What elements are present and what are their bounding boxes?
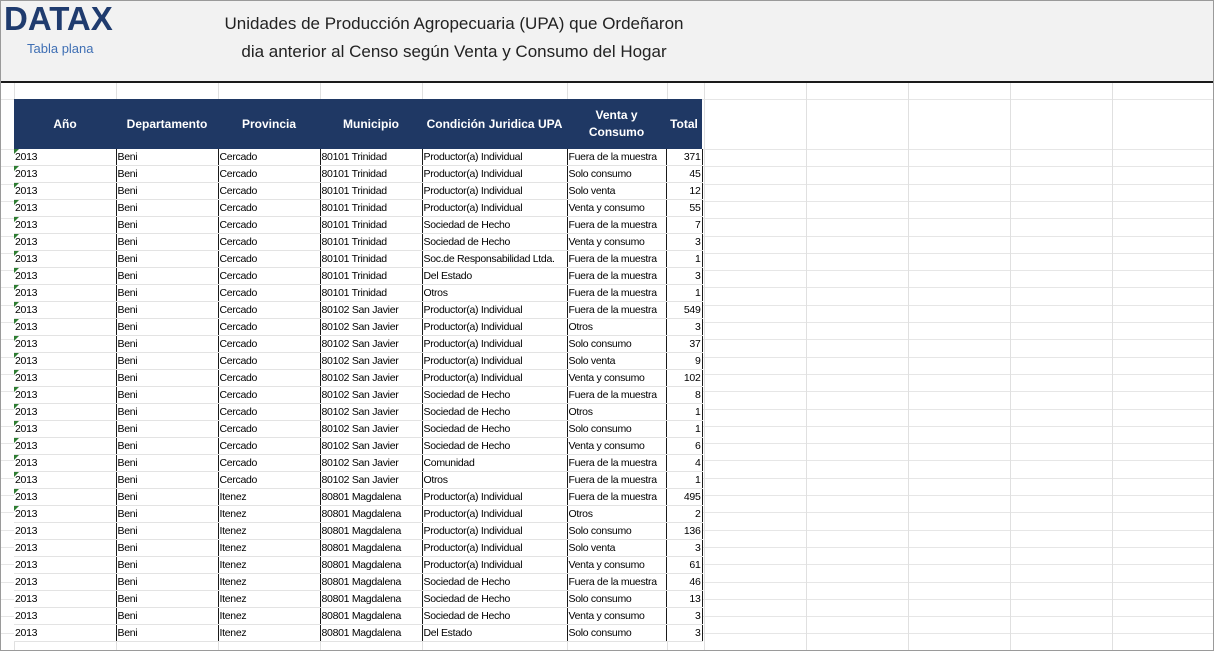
column-header-year[interactable]: Año [14,99,116,149]
table-row [14,472,702,489]
cell-sale-consumption[interactable]: Venta y consumo [567,438,666,455]
grid-column-line [1010,83,1011,650]
table-row [14,285,702,302]
cell-sale-consumption[interactable]: Fuera de la muestra [567,489,666,506]
cell-total[interactable]: 3 [666,608,702,625]
cell-legal-condition[interactable]: Sociedad de Hecho [422,591,567,608]
table-row [14,336,702,353]
report-header [1,1,1213,83]
cell-department[interactable]: Beni [116,387,218,404]
cell-legal-condition[interactable]: Del Estado [422,268,567,285]
cell-municipality[interactable]: 80102 San Javier [320,421,422,438]
cell-province[interactable]: Itenez [218,523,320,540]
cell-year[interactable]: 2013 [14,183,116,200]
cell-sale-consumption[interactable]: Fuera de la muestra [567,387,666,404]
cell-total[interactable]: 12 [666,183,702,200]
cell-year[interactable]: 2013 [14,302,116,319]
cell-province[interactable]: Cercado [218,166,320,183]
cell-municipality[interactable]: 80101 Trinidad [320,217,422,234]
cell-municipality[interactable]: 80102 San Javier [320,472,422,489]
column-header-legal-condition[interactable]: Condición Juridica UPA [422,99,567,149]
cell-department[interactable]: Beni [116,353,218,370]
sheet-grid[interactable] [1,83,1213,650]
cell-department[interactable]: Beni [116,574,218,591]
table-row [14,149,702,166]
cell-year[interactable]: 2013 [14,370,116,387]
cell-sale-consumption[interactable]: Otros [567,404,666,421]
cell-province[interactable]: Itenez [218,608,320,625]
table-row [14,302,702,319]
cell-year[interactable]: 2013 [14,438,116,455]
table-row [14,404,702,421]
cell-sale-consumption[interactable]: Fuera de la muestra [567,455,666,472]
cell-year[interactable]: 2013 [14,251,116,268]
cell-legal-condition[interactable]: Soc.de Responsabilidad Ltda. [422,251,567,268]
cell-municipality[interactable]: 80801 Magdalena [320,591,422,608]
table-row [14,489,702,506]
table-row [14,200,702,217]
cell-department[interactable]: Beni [116,268,218,285]
cell-legal-condition[interactable]: Sociedad de Hecho [422,574,567,591]
cell-province[interactable]: Cercado [218,404,320,421]
cell-municipality[interactable]: 80801 Magdalena [320,608,422,625]
cell-department[interactable]: Beni [116,166,218,183]
cell-province[interactable]: Cercado [218,319,320,336]
grid-column-line [704,83,705,650]
cell-total[interactable]: 46 [666,574,702,591]
cell-total[interactable]: 61 [666,557,702,574]
cell-legal-condition[interactable]: Productor(a) Individual [422,540,567,557]
cell-sale-consumption[interactable]: Fuera de la muestra [567,251,666,268]
cell-total[interactable]: 37 [666,336,702,353]
cell-year[interactable]: 2013 [14,608,116,625]
table-row [14,625,702,642]
table-row [14,166,702,183]
cell-sale-consumption[interactable]: Fuera de la muestra [567,149,666,166]
report-title-line-2: dia anterior al Censo según Venta y Consumo del Hogar [241,42,667,61]
cell-year[interactable]: 2013 [14,149,116,166]
cell-total[interactable]: 549 [666,302,702,319]
cell-province[interactable]: Cercado [218,421,320,438]
datax-logo: DATAX [4,0,113,37]
cell-municipality[interactable]: 80801 Magdalena [320,574,422,591]
cell-municipality[interactable]: 80102 San Javier [320,455,422,472]
cell-year[interactable]: 2013 [14,234,116,251]
table-row [14,608,702,625]
table-row [14,438,702,455]
cell-year[interactable]: 2013 [14,540,116,557]
cell-sale-consumption[interactable]: Fuera de la muestra [567,217,666,234]
cell-total[interactable]: 136 [666,523,702,540]
cell-sale-consumption[interactable]: Solo venta [567,353,666,370]
cell-total[interactable]: 1 [666,421,702,438]
cell-department[interactable]: Beni [116,285,218,302]
cell-sale-consumption[interactable]: Otros [567,319,666,336]
cell-total[interactable]: 102 [666,370,702,387]
cell-year[interactable]: 2013 [14,285,116,302]
cell-department[interactable]: Beni [116,421,218,438]
data-table [14,99,703,642]
cell-municipality[interactable]: 80101 Trinidad [320,183,422,200]
cell-total[interactable]: 3 [666,540,702,557]
column-header-total[interactable]: Total [666,99,702,149]
table-row [14,506,702,523]
cell-total[interactable]: 3 [666,234,702,251]
cell-sale-consumption[interactable]: Solo venta [567,540,666,557]
cell-total[interactable]: 13 [666,591,702,608]
cell-total[interactable]: 55 [666,200,702,217]
cell-municipality[interactable]: 80102 San Javier [320,404,422,421]
cell-municipality[interactable]: 80101 Trinidad [320,166,422,183]
cell-municipality[interactable]: 80801 Magdalena [320,625,422,642]
cell-municipality[interactable]: 80101 Trinidad [320,251,422,268]
table-row [14,319,702,336]
table-row [14,557,702,574]
column-header-department[interactable]: Departamento [116,99,218,149]
cell-department[interactable]: Beni [116,540,218,557]
cell-department[interactable]: Beni [116,438,218,455]
cell-province[interactable]: Cercado [218,387,320,404]
cell-municipality[interactable]: 80101 Trinidad [320,200,422,217]
cell-department[interactable]: Beni [116,506,218,523]
cell-municipality[interactable]: 80801 Magdalena [320,489,422,506]
cell-year[interactable]: 2013 [14,336,116,353]
cell-province[interactable]: Cercado [218,217,320,234]
cell-province[interactable]: Cercado [218,455,320,472]
cell-total[interactable]: 1 [666,251,702,268]
cell-province[interactable]: Itenez [218,574,320,591]
cell-department[interactable]: Beni [116,404,218,421]
cell-total[interactable]: 7 [666,217,702,234]
cell-municipality[interactable]: 80102 San Javier [320,438,422,455]
grid-column-line [806,83,807,650]
cell-province[interactable]: Cercado [218,353,320,370]
cell-province[interactable]: Cercado [218,251,320,268]
cell-year[interactable]: 2013 [14,353,116,370]
cell-year[interactable]: 2013 [14,523,116,540]
cell-legal-condition[interactable]: Productor(a) Individual [422,523,567,540]
cell-year[interactable]: 2013 [14,200,116,217]
cell-legal-condition[interactable]: Sociedad de Hecho [422,387,567,404]
cell-province[interactable]: Cercado [218,200,320,217]
cell-legal-condition[interactable]: Sociedad de Hecho [422,234,567,251]
cell-sale-consumption[interactable]: Venta y consumo [567,608,666,625]
cell-legal-condition[interactable]: Otros [422,285,567,302]
table-row [14,574,702,591]
cell-province[interactable]: Itenez [218,506,320,523]
column-header-sale-consumption[interactable]: Venta y Consumo [567,99,666,149]
cell-legal-condition[interactable]: Productor(a) Individual [422,370,567,387]
table-body [14,149,702,642]
cell-department[interactable]: Beni [116,370,218,387]
cell-sale-consumption[interactable]: Otros [567,506,666,523]
table-row [14,387,702,404]
cell-legal-condition[interactable]: Productor(a) Individual [422,302,567,319]
cell-municipality[interactable]: 80101 Trinidad [320,268,422,285]
cell-legal-condition[interactable]: Productor(a) Individual [422,353,567,370]
table-row [14,540,702,557]
cell-province[interactable]: Itenez [218,489,320,506]
cell-legal-condition[interactable]: Sociedad de Hecho [422,217,567,234]
cell-total[interactable]: 495 [666,489,702,506]
cell-department[interactable]: Beni [116,489,218,506]
cell-sale-consumption[interactable]: Solo consumo [567,523,666,540]
cell-municipality[interactable]: 80102 San Javier [320,387,422,404]
cell-sale-consumption[interactable]: Solo venta [567,183,666,200]
cell-municipality[interactable]: 80102 San Javier [320,336,422,353]
cell-year[interactable]: 2013 [14,455,116,472]
cell-year[interactable]: 2013 [14,574,116,591]
cell-province[interactable]: Cercado [218,234,320,251]
cell-year[interactable]: 2013 [14,387,116,404]
cell-total[interactable]: 45 [666,166,702,183]
cell-year[interactable]: 2013 [14,557,116,574]
cell-legal-condition[interactable]: Productor(a) Individual [422,489,567,506]
cell-year[interactable]: 2013 [14,319,116,336]
cell-total[interactable]: 1 [666,404,702,421]
cell-department[interactable]: Beni [116,234,218,251]
cell-department[interactable]: Beni [116,302,218,319]
cell-year[interactable]: 2013 [14,591,116,608]
cell-legal-condition[interactable]: Del Estado [422,625,567,642]
logo-subtitle: Tabla plana [27,41,94,56]
cell-legal-condition[interactable]: Productor(a) Individual [422,166,567,183]
table-row [14,183,702,200]
cell-year[interactable]: 2013 [14,217,116,234]
cell-legal-condition[interactable]: Otros [422,472,567,489]
cell-sale-consumption[interactable]: Solo consumo [567,591,666,608]
cell-municipality[interactable]: 80102 San Javier [320,370,422,387]
table-row [14,353,702,370]
cell-municipality[interactable]: 80801 Magdalena [320,540,422,557]
cell-legal-condition[interactable]: Sociedad de Hecho [422,438,567,455]
column-header-province[interactable]: Provincia [218,99,320,149]
cell-department[interactable]: Beni [116,251,218,268]
cell-year[interactable]: 2013 [14,489,116,506]
cell-sale-consumption[interactable]: Fuera de la muestra [567,472,666,489]
cell-year[interactable]: 2013 [14,421,116,438]
cell-province[interactable]: Itenez [218,625,320,642]
cell-sale-consumption[interactable]: Fuera de la muestra [567,302,666,319]
cell-province[interactable]: Itenez [218,557,320,574]
cell-legal-condition[interactable]: Productor(a) Individual [422,557,567,574]
table-row [14,523,702,540]
cell-legal-condition[interactable]: Productor(a) Individual [422,200,567,217]
cell-year[interactable]: 2013 [14,472,116,489]
cell-department[interactable]: Beni [116,472,218,489]
cell-legal-condition[interactable]: Sociedad de Hecho [422,608,567,625]
cell-legal-condition[interactable]: Productor(a) Individual [422,149,567,166]
cell-municipality[interactable]: 80801 Magdalena [320,523,422,540]
cell-municipality[interactable]: 80102 San Javier [320,302,422,319]
cell-year[interactable]: 2013 [14,404,116,421]
cell-total[interactable]: 9 [666,353,702,370]
cell-province[interactable]: Cercado [218,302,320,319]
table-row [14,234,702,251]
cell-province[interactable]: Cercado [218,149,320,166]
cell-legal-condition[interactable]: Sociedad de Hecho [422,421,567,438]
cell-total[interactable]: 8 [666,387,702,404]
table-row [14,268,702,285]
cell-total[interactable]: 3 [666,268,702,285]
table-row [14,455,702,472]
table-row [14,217,702,234]
cell-province[interactable]: Cercado [218,285,320,302]
cell-province[interactable]: Itenez [218,540,320,557]
cell-province[interactable]: Cercado [218,183,320,200]
cell-municipality[interactable]: 80101 Trinidad [320,285,422,302]
cell-sale-consumption[interactable]: Venta y consumo [567,557,666,574]
cell-department[interactable]: Beni [116,149,218,166]
cell-sale-consumption[interactable]: Fuera de la muestra [567,285,666,302]
report-title-line-1: Unidades de Producción Agropecuaria (UPA) que Ordeñaron [224,14,684,33]
cell-municipality[interactable]: 80101 Trinidad [320,234,422,251]
cell-sale-consumption[interactable]: Venta y consumo [567,370,666,387]
cell-total[interactable]: 1 [666,472,702,489]
cell-department[interactable]: Beni [116,455,218,472]
cell-total[interactable]: 6 [666,438,702,455]
cell-year[interactable]: 2013 [14,506,116,523]
cell-total[interactable]: 1 [666,285,702,302]
cell-department[interactable]: Beni [116,200,218,217]
cell-department[interactable]: Beni [116,336,218,353]
cell-sale-consumption[interactable]: Solo consumo [567,166,666,183]
cell-total[interactable]: 3 [666,319,702,336]
cell-province[interactable]: Cercado [218,370,320,387]
cell-department[interactable]: Beni [116,557,218,574]
cell-municipality[interactable]: 80102 San Javier [320,353,422,370]
table-row [14,591,702,608]
cell-province[interactable]: Cercado [218,438,320,455]
table-row [14,370,702,387]
cell-sale-consumption[interactable]: Solo consumo [567,421,666,438]
cell-legal-condition[interactable]: Comunidad [422,455,567,472]
cell-year[interactable]: 2013 [14,166,116,183]
table-row [14,251,702,268]
cell-municipality[interactable]: 80801 Magdalena [320,506,422,523]
cell-sale-consumption[interactable]: Fuera de la muestra [567,268,666,285]
cell-legal-condition[interactable]: Productor(a) Individual [422,183,567,200]
cell-legal-condition[interactable]: Sociedad de Hecho [422,404,567,421]
cell-municipality[interactable]: 80101 Trinidad [320,149,422,166]
cell-sale-consumption[interactable]: Venta y consumo [567,234,666,251]
cell-total[interactable]: 2 [666,506,702,523]
cell-legal-condition[interactable]: Productor(a) Individual [422,506,567,523]
cell-department[interactable]: Beni [116,625,218,642]
cell-department[interactable]: Beni [116,217,218,234]
cell-department[interactable]: Beni [116,319,218,336]
cell-department[interactable]: Beni [116,523,218,540]
cell-sale-consumption[interactable]: Solo consumo [567,625,666,642]
grid-column-line [908,83,909,650]
cell-year[interactable]: 2013 [14,625,116,642]
report-title [171,10,737,66]
cell-total[interactable]: 371 [666,149,702,166]
cell-legal-condition[interactable]: Productor(a) Individual [422,336,567,353]
cell-province[interactable]: Cercado [218,268,320,285]
cell-sale-consumption[interactable]: Venta y consumo [567,200,666,217]
column-header-municipality[interactable]: Municipio [320,99,422,149]
cell-department[interactable]: Beni [116,591,218,608]
cell-total[interactable]: 3 [666,625,702,642]
cell-sale-consumption[interactable]: Solo consumo [567,336,666,353]
cell-province[interactable]: Cercado [218,336,320,353]
cell-province[interactable]: Itenez [218,591,320,608]
cell-sale-consumption[interactable]: Fuera de la muestra [567,574,666,591]
table-row [14,421,702,438]
table-header-row [14,99,702,149]
cell-legal-condition[interactable]: Productor(a) Individual [422,319,567,336]
cell-year[interactable]: 2013 [14,268,116,285]
cell-province[interactable]: Cercado [218,472,320,489]
cell-department[interactable]: Beni [116,183,218,200]
cell-department[interactable]: Beni [116,608,218,625]
grid-column-line [1112,83,1113,650]
cell-total[interactable]: 4 [666,455,702,472]
cell-municipality[interactable]: 80801 Magdalena [320,557,422,574]
cell-municipality[interactable]: 80102 San Javier [320,319,422,336]
